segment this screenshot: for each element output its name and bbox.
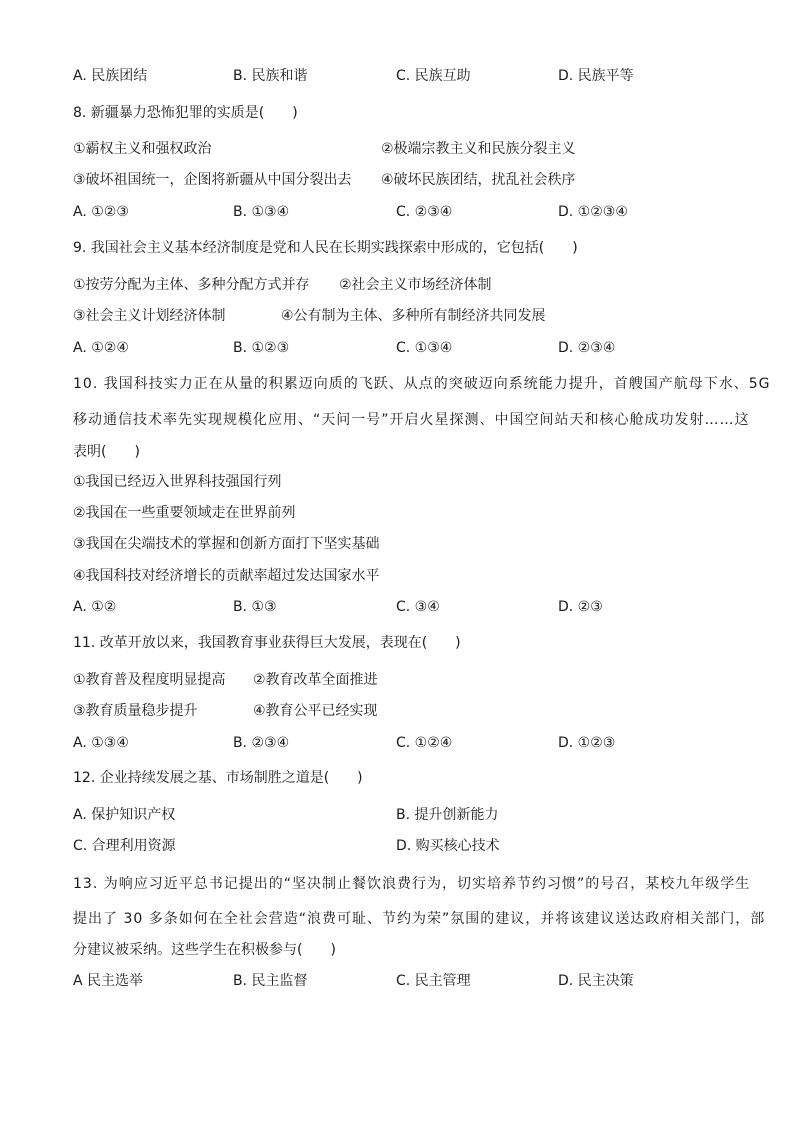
q9-item-4: ④公有制为主体、多种所有制经济共同发展 xyxy=(281,308,546,324)
q11-option-d[interactable]: D. ①②③ xyxy=(558,735,616,751)
q8-items-row2 xyxy=(73,170,733,190)
q10-option-b[interactable]: B. ①③ xyxy=(233,599,277,615)
q8-stem: 8. 新疆暴力恐怖犯罪的实质是( ) xyxy=(73,105,298,121)
q11-item-3: ③教育质量稳步提升 xyxy=(73,703,198,719)
q8-items-row1 xyxy=(73,139,733,159)
q7-option-a[interactable]: A. 民族团结 xyxy=(73,68,148,84)
q10-item-4: ④我国科技对经济增长的贡献率超过发达国家水平 xyxy=(73,568,380,584)
q11-option-c[interactable]: C. ①②④ xyxy=(396,735,453,751)
q8-option-d[interactable]: D. ①②③④ xyxy=(558,204,628,220)
q10-option-a[interactable]: A. ①② xyxy=(73,599,117,615)
q7-option-c[interactable]: C. 民族互助 xyxy=(396,68,471,84)
q8-item-1: ①霸权主义和强权政治 xyxy=(73,141,212,157)
q9-option-a[interactable]: A. ①②④ xyxy=(73,340,129,356)
q10-stem-line1: 10. 我国科技实力正在从量的积累迈向质的飞跃、从点的突破迈向系统能力提升，首艘国产航母下水、5G xyxy=(73,376,771,392)
q13-stem-line1: 13. 为响应习近平总书记提出的“坚决制止餐饮浪费行为，切实培养节约习惯”的号召，某校九年级学生 xyxy=(73,876,751,892)
q12-option-d[interactable]: D. 购买核心技术 xyxy=(396,838,500,854)
q10-options xyxy=(73,597,733,617)
q8-item-2: ②极端宗教主义和民族分裂主义 xyxy=(381,141,576,157)
q10-option-d[interactable]: D. ②③ xyxy=(558,599,603,615)
q8-option-b[interactable]: B. ①③④ xyxy=(233,204,290,220)
q12-option-b[interactable]: B. 提升创新能力 xyxy=(396,807,499,823)
q7-options xyxy=(73,66,733,86)
q9-items-row2 xyxy=(73,306,733,326)
q11-option-a[interactable]: A. ①③④ xyxy=(73,735,129,751)
q13-stem-line2: 提出了 30 多条如何在全社会营造“浪费可耻、节约为荣”氛围的建议，并将该建议送达政府相关部门，部 xyxy=(73,911,766,927)
q11-items-row2 xyxy=(73,701,733,721)
q11-options xyxy=(73,733,733,753)
q11-items-row1 xyxy=(73,670,733,690)
q10-option-c[interactable]: C. ③④ xyxy=(396,599,440,615)
q12-stem: 12. 企业持续发展之基、市场制胜之道是( ) xyxy=(73,770,363,786)
q11-item-4: ④教育公平已经实现 xyxy=(253,703,378,719)
q13-stem-line3: 分建议被采纳。这些学生在积极参与( ) xyxy=(73,942,336,958)
q9-option-d[interactable]: D. ②③④ xyxy=(558,340,616,356)
q10-item-1: ①我国已经迈入世界科技强国行列 xyxy=(73,474,282,490)
q8-options xyxy=(73,202,733,222)
q8-item-4: ④破坏民族团结，扰乱社会秩序 xyxy=(381,172,576,188)
q8-option-a[interactable]: A. ①②③ xyxy=(73,204,129,220)
q10-item-3: ③我国在尖端技术的掌握和创新方面打下坚实基础 xyxy=(73,536,380,552)
q9-item-2: ②社会主义市场经济体制 xyxy=(339,277,492,293)
q7-option-b[interactable]: B. 民族和谐 xyxy=(233,68,308,84)
q9-options xyxy=(73,338,733,358)
q13-option-a[interactable]: A 民主选举 xyxy=(73,973,144,989)
q9-item-3: ③社会主义计划经济体制 xyxy=(73,308,226,324)
q13-option-d[interactable]: D. 民主决策 xyxy=(558,973,634,989)
q12-options-row1 xyxy=(73,805,733,825)
q13-option-b[interactable]: B. 民主监督 xyxy=(233,973,308,989)
q9-stem: 9. 我国社会主义基本经济制度是党和人民在长期实践探索中形成的，它包括( ) xyxy=(73,240,578,256)
q11-stem: 11. 改革开放以来，我国教育事业获得巨大发展，表现在( ) xyxy=(73,635,461,651)
q11-option-b[interactable]: B. ②③④ xyxy=(233,735,290,751)
q9-items-row1 xyxy=(73,275,733,295)
q13-options xyxy=(73,971,733,991)
q12-option-c[interactable]: C. 合理利用资源 xyxy=(73,838,176,854)
q8-option-c[interactable]: C. ②③④ xyxy=(396,204,453,220)
q12-option-a[interactable]: A. 保护知识产权 xyxy=(73,807,176,823)
q12-options-row2 xyxy=(73,836,733,856)
q9-option-c[interactable]: C. ①③④ xyxy=(396,340,453,356)
q7-option-d[interactable]: D. 民族平等 xyxy=(558,68,634,84)
q11-item-1: ①教育普及程度明显提高 xyxy=(73,672,226,688)
q9-item-1: ①按劳分配为主体、多种分配方式并存 xyxy=(73,277,310,293)
q8-item-3: ③破坏祖国统一，企图将新疆从中国分裂出去 xyxy=(73,172,352,188)
q9-option-b[interactable]: B. ①②③ xyxy=(233,340,290,356)
q11-item-2: ②教育改革全面推进 xyxy=(253,672,378,688)
q10-stem-line3: 表明( ) xyxy=(73,444,140,460)
q10-stem-line2: 移动通信技术率先实现规模化应用、“天问一号”开启火星探测、中国空间站天和核心舱成功发射……这 xyxy=(73,412,750,428)
q13-option-c[interactable]: C. 民主管理 xyxy=(396,973,471,989)
q10-item-2: ②我国在一些重要领域走在世界前列 xyxy=(73,505,296,521)
